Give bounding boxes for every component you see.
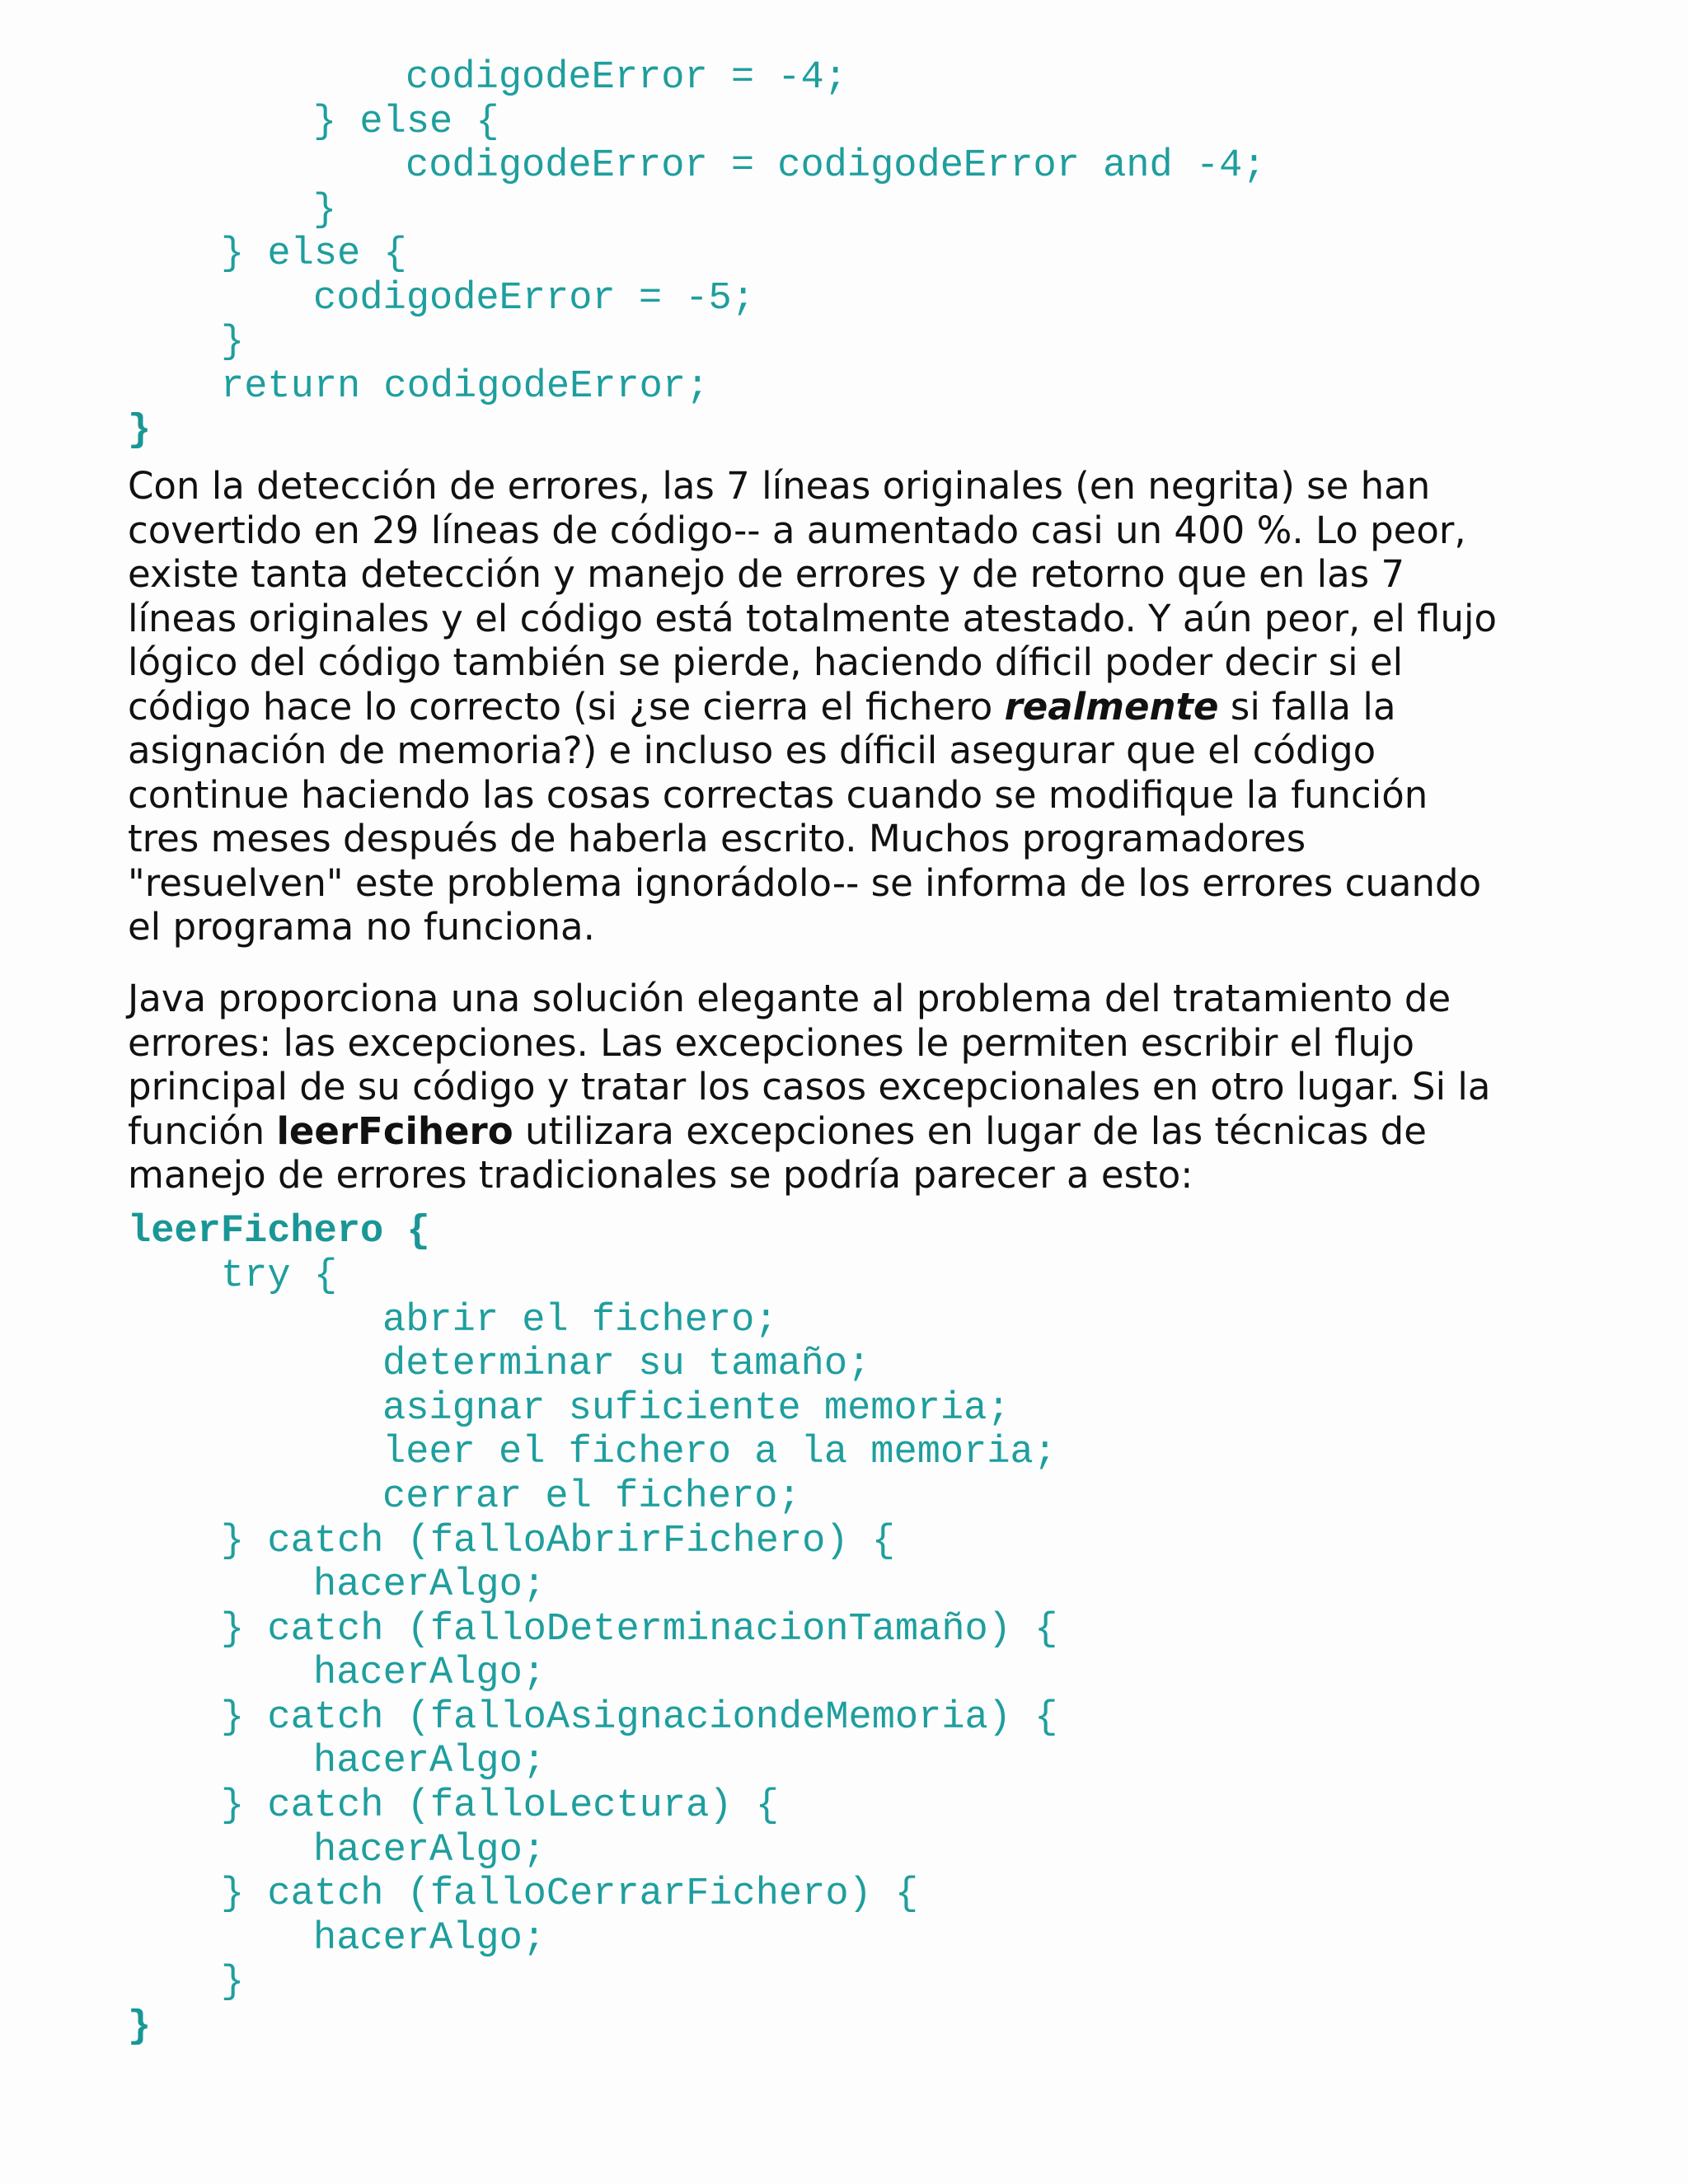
code-line: abrir el fichero; bbox=[382, 1299, 778, 1343]
code-line: } bbox=[221, 321, 245, 364]
code-line: } else { bbox=[221, 232, 407, 276]
code-line: hacerAlgo; bbox=[313, 1829, 546, 1872]
code-line: asignar suficiente memoria; bbox=[382, 1387, 1010, 1431]
code-line: return codigodeError; bbox=[221, 365, 710, 409]
code-line: } catch (falloAbrirFichero) { bbox=[221, 1520, 895, 1563]
code-line: } bbox=[313, 189, 337, 232]
paragraph-line: existe tanta detección y manejo de errores y de retorno que en las 7 bbox=[128, 552, 1405, 596]
paragraph-line: errores: las excepciones. Las excepciones le permiten escribir el flujo bbox=[128, 1020, 1415, 1065]
code-header: leerFichero { bbox=[128, 1210, 430, 1254]
emphasis-realmente: realmente bbox=[1004, 684, 1219, 729]
code-line: } bbox=[221, 1961, 245, 2004]
code-line: cerrar el fichero; bbox=[382, 1475, 801, 1519]
paragraph-line: Java proporciona una solución elegante al problema del tratamiento de bbox=[128, 977, 1451, 1020]
code-line: } catch (falloCerrarFichero) { bbox=[221, 1872, 919, 1916]
paragraph-line: asignación de memoria?) e incluso es díficil asegurar que el código bbox=[128, 729, 1376, 772]
paragraph-line: continue haciendo las cosas correctas cuando se modifique la función bbox=[128, 772, 1428, 817]
code-closing-brace: } bbox=[128, 409, 152, 452]
code-line: codigodeError = codigodeError and -4; bbox=[406, 144, 1266, 188]
paragraph-error-detection bbox=[128, 464, 1578, 949]
code-line: hacerAlgo; bbox=[313, 1740, 546, 1783]
paragraph-line: principal de su código y tratar los casos excepcionales en otro lugar. Si la bbox=[128, 1065, 1491, 1108]
code-line: hacerAlgo; bbox=[313, 1917, 546, 1961]
code-line: determinar su tamaño; bbox=[382, 1343, 871, 1386]
paragraph-line: líneas originales y el código está totalmente atestado. Y aún peor, el flujo bbox=[128, 596, 1498, 640]
paragraph-java-exceptions bbox=[128, 977, 1578, 1197]
paragraph-line bbox=[128, 1109, 1578, 1154]
text-run: función bbox=[128, 1108, 277, 1153]
code-line: codigodeError = -5; bbox=[313, 277, 755, 321]
code-line: } catch (falloDeterminacionTamaño) { bbox=[221, 1608, 1058, 1652]
code-line: hacerAlgo; bbox=[313, 1563, 546, 1607]
paragraph-line: "resuelven" este problema ignorádolo-- se informa de los errores cuando bbox=[128, 860, 1482, 905]
text-run: utilizara excepciones en lugar de las técnicas de bbox=[513, 1108, 1427, 1153]
paragraph-line: tres meses después de haberla escrito. Muchos programadores bbox=[128, 817, 1306, 860]
code-line: } else { bbox=[313, 101, 499, 144]
code-line: } catch (falloAsignaciondeMemoria) { bbox=[221, 1696, 1058, 1740]
code-line: } catch (falloLectura) { bbox=[221, 1784, 779, 1828]
code-line: hacerAlgo; bbox=[313, 1652, 546, 1695]
paragraph-line: manejo de errores tradicionales se podría parecer a esto: bbox=[128, 1153, 1193, 1197]
bold-leerFcihero: leerFcihero bbox=[276, 1108, 513, 1153]
code-line: codigodeError = -4; bbox=[406, 56, 847, 100]
code-closing-brace: } bbox=[128, 2005, 152, 2049]
code-line: leer el fichero a la memoria; bbox=[382, 1431, 1057, 1474]
text-run: si falla la bbox=[1218, 684, 1396, 729]
text-run: código hace lo correcto (si ¿se cierra el fichero bbox=[128, 684, 1005, 729]
paragraph-line: el programa no funciona. bbox=[128, 905, 595, 949]
paragraph-line: Con la detección de errores, las 7 líneas originales (en negrita) se han bbox=[128, 464, 1431, 508]
paragraph-line bbox=[128, 685, 1578, 729]
paragraph-line: lógico del código también se pierde, haciendo díficil poder decir si el bbox=[128, 640, 1404, 684]
code-line: try { bbox=[221, 1254, 338, 1298]
paragraph-line: covertido en 29 líneas de código-- a aumentado casi un 400 %. Lo peor, bbox=[128, 508, 1466, 552]
